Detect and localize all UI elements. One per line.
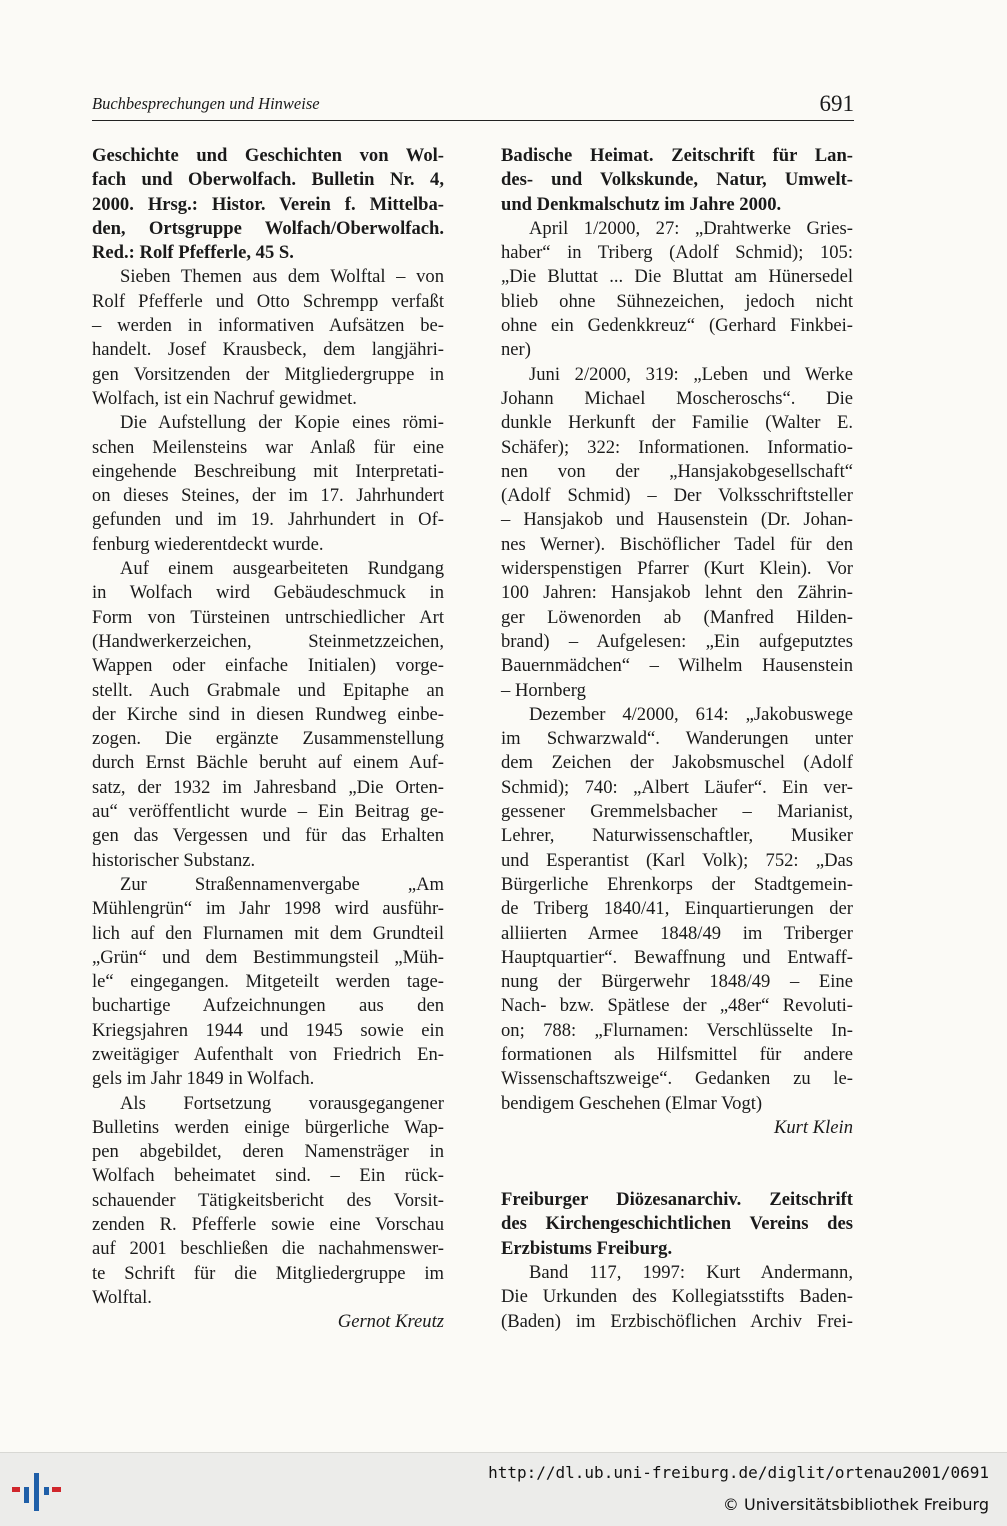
body-line: im Schwarzwald“. Wanderungen unter [501, 728, 853, 750]
body-line: dunkle Herkunft der Familie (Walter E. [501, 412, 853, 434]
body-line: Schäfer); 322: Informationen. Informatio- [501, 436, 853, 458]
body-line: Juni 2/2000, 319: „Leben und Werke [529, 363, 853, 385]
permalink-url[interactable]: http://dl.ub.uni-freiburg.de/diglit/ortenau2001/0691 [488, 1463, 989, 1482]
title-line: des Kirchengeschichtlichen Vereins des [501, 1213, 853, 1235]
body-line: historischer Substanz. [92, 849, 256, 871]
body-line: Die Aufstellung der Kopie eines römi- [120, 412, 444, 434]
body-line: nung der Bürgerwehr 1848/49 – Eine [501, 971, 853, 993]
body-line: – Hornberg [501, 679, 586, 701]
body-line: de Triberg 1840/41, Einquartierungen der [501, 898, 853, 920]
review-body-dioezesanarchiv [501, 1261, 853, 1334]
section-gap [501, 1140, 853, 1188]
library-footer [0, 1452, 1007, 1526]
ub-freiburg-logo-icon[interactable] [12, 1465, 62, 1515]
reviewer-signature: Kurt Klein [773, 1116, 853, 1138]
body-line: zenden R. Pfefferle sowie eine Vorschau [92, 1214, 444, 1236]
body-line: te Schrift für die Mitgliedergruppe im [92, 1262, 444, 1284]
body-line: durch Ernst Bächle beruht auf einem Auf- [92, 752, 444, 774]
title-line: Freiburger Diözesanarchiv. Zeitschrift [501, 1189, 853, 1211]
body-line: (Baden) im Erzbischöflichen Archiv Frei- [501, 1310, 853, 1332]
title-line: und Denkmalschutz im Jahre 2000. [501, 193, 782, 215]
review-title-wolfach [92, 144, 444, 265]
title-line: Red.: Rolf Pfefferle, 45 S. [92, 242, 294, 264]
body-line: Hauptquartier“. Bewaffnung und Entwaff- [501, 946, 853, 968]
copyright-notice: © Universitätsbibliothek Freiburg [722, 1495, 989, 1514]
body-line: Bürgerliche Ehrenkorps der Stadtgemein- [501, 873, 853, 895]
body-line: Auf einem ausgearbeiteten Rundgang [120, 558, 444, 580]
body-line: buchartige Aufzeichnungen aus den [92, 995, 444, 1017]
review-title-dioezesanarchiv [501, 1188, 853, 1261]
body-line: Wappen oder einfache Initialen) vorge- [92, 655, 444, 677]
body-line: gefunden und im 19. Jahrhundert in Of- [92, 509, 444, 531]
title-line: fach und Oberwolfach. Bulletin Nr. 4, [92, 169, 444, 191]
body-line: le“ eingegangen. Mitgeteilt werden tage- [92, 971, 444, 993]
review-body-badische-heimat [501, 217, 853, 1116]
body-line: Die Urkunden des Kollegiatsstifts Baden- [501, 1286, 853, 1308]
body-line: blieb ohne Sühnezeichen, jedoch nicht [501, 290, 853, 312]
body-line: alliierten Armee 1848/49 im Triberger [501, 922, 853, 944]
body-line: on dieses Steines, der im 17. Jahrhundert [92, 485, 444, 507]
body-line: Zur Straßennamenvergabe „Am [120, 873, 444, 895]
body-line: Johann Michael Moscheroschs“. Die [501, 387, 853, 409]
body-line: haber“ in Triberg (Adolf Schmid); 105: [501, 242, 853, 264]
body-line: Band 117, 1997: Kurt Andermann, [529, 1262, 853, 1284]
body-line: bendigem Geschehen (Elmar Vogt) [501, 1092, 763, 1114]
title-line: Badische Heimat. Zeitschrift für Lan- [501, 145, 853, 166]
body-line: (Adolf Schmid) – Der Volksschriftsteller [501, 485, 853, 507]
body-line: Kriegsjahren 1944 und 1945 sowie ein [92, 1019, 444, 1041]
body-line: nes Werner). Bischöflicher Tadel für den [501, 533, 853, 555]
body-line: Nach- bzw. Spätlese der „48er“ Revoluti- [501, 995, 853, 1017]
body-line: pen abgebildet, deren Namensträger in [92, 1141, 444, 1163]
body-line: nen von der „Hansjakobgesellschaft“ [501, 460, 853, 482]
body-line: formationen als Hilfsmittel für andere [501, 1043, 853, 1065]
body-line: in Wolfach wird Gebäudeschmuck in [92, 582, 444, 604]
body-line: – werden in informativen Aufsätzen be- [92, 315, 444, 337]
body-line: on; 788: „Flurnamen: Verschlüsselte In- [501, 1019, 853, 1041]
body-line: – Hansjakob und Hausenstein (Dr. Johan- [501, 509, 853, 531]
body-line: auf 2001 beschließen die nachahmenswer- [92, 1238, 444, 1260]
review-title-badische-heimat [501, 144, 853, 217]
body-line: Schmid); 740: „Albert Läufer“. Ein ver- [501, 776, 853, 798]
body-line: 100 Jahren: Hansjakob lehnt den Zährin- [501, 582, 853, 604]
body-line: (Handwerkerzeichen, Steinmetzzeichen, [92, 630, 444, 652]
body-line: Lehrer, Naturwissenschaftler, Musiker [501, 825, 853, 847]
body-line: „Grün“ und dem Bestimmungsteil „Müh- [92, 946, 444, 968]
body-line: gels im Jahr 1849 in Wolfach. [92, 1068, 315, 1090]
body-line: schauender Tätigkeitsbericht des Vorsit- [92, 1189, 444, 1211]
reviewer-signature: Gernot Kreutz [337, 1311, 444, 1333]
body-line: dem Zeichen der Jakobsmuschel (Adolf [501, 752, 853, 774]
body-line: und Esperantist (Karl Volk); 752: „Das [501, 849, 853, 871]
body-line: Mühlengrün“ im Jahr 1998 wird ausführ- [92, 898, 444, 920]
body-line: zogen. Die ergänzte Zusammenstellung [92, 728, 444, 750]
body-line: au“ veröffentlicht wurde – Ein Beitrag ge- [92, 801, 444, 823]
title-line: Geschichte und Geschichten von Wol- [92, 145, 444, 166]
title-line: den, Ortsgruppe Wolfach/Oberwolfach. [92, 217, 444, 239]
body-line: gen Vorsitzenden der Mitgliedergruppe in [92, 363, 444, 385]
body-line: gen das Vergessen und für das Erhalten [92, 825, 444, 847]
body-line: April 1/2000, 27: „Drahtwerke Gries- [529, 217, 853, 239]
left-column [92, 144, 444, 1335]
body-line: stellt. Auch Grabmale und Epitaphe an [92, 679, 444, 701]
body-line: fenburg wiederentdeckt wurde. [92, 533, 324, 555]
body-line: handelt. Josef Krausbeck, dem langjähri- [92, 339, 444, 361]
title-line: des- und Volkskunde, Natur, Umwelt- [501, 169, 853, 191]
title-line: 2000. Hrsg.: Histor. Verein f. Mittelba- [92, 193, 444, 215]
body-line: widerspenstigen Pfarrer (Kurt Klein). Vor [501, 558, 853, 580]
body-line: ohne ein Gedenkkreuz“ (Gerhard Finkbei- [501, 315, 853, 337]
page-number: 691 [819, 91, 854, 116]
body-line: Wolftal. [92, 1286, 152, 1308]
body-line: der Kirche sind in diesen Rundweg einbe- [92, 703, 444, 725]
body-line: ner) [501, 339, 531, 361]
body-line: Wolfach, ist ein Nachruf gewidmet. [92, 387, 357, 409]
body-line: Bulletins werden einige bürgerliche Wap- [92, 1116, 444, 1138]
body-line: Als Fortsetzung vorausgegangener [120, 1092, 444, 1114]
body-line: brand) – Aufgelesen: „Ein aufgeputztes [501, 630, 853, 652]
running-header [92, 88, 854, 121]
body-line: satz, der 1932 im Jahresband „Die Orten- [92, 776, 444, 798]
review-body-wolfach [92, 265, 444, 1310]
body-line: zweitägiger Aufenthalt von Friedrich En- [92, 1043, 444, 1065]
body-line: Bauernmädchen“ – Wilhelm Hausenstein [501, 655, 853, 677]
body-line: Form von Türsteinen untrschiedlicher Art [92, 606, 444, 628]
body-line: Wolfach beheimatet sind. – Ein rück- [92, 1165, 444, 1187]
title-line: Erzbistums Freiburg. [501, 1237, 673, 1259]
body-line: Sieben Themen aus dem Wolftal – von [120, 266, 444, 288]
body-line: Dezember 4/2000, 614: „Jakobuswege [529, 703, 853, 725]
body-line: eingehende Beschreibung mit Interpretati- [92, 460, 444, 482]
body-line: ger Löwenorden ab (Manfred Hilden- [501, 606, 853, 628]
body-line: schen Meilensteins war Anlaß für eine [92, 436, 444, 458]
body-line: Wissenschaftszweige“. Gedanken zu le- [501, 1068, 853, 1090]
running-title: Buchbesprechungen und Hinweise [92, 94, 320, 113]
body-line: lich auf den Flurnamen mit dem Grundteil [92, 922, 444, 944]
body-line: Rolf Pfefferle und Otto Schrempp verfaßt [92, 290, 444, 312]
body-line: „Die Bluttat ... Die Bluttat am Hünersedel [501, 266, 853, 288]
body-line: gessener Gremmelsbacher – Marianist, [501, 801, 853, 823]
right-column [501, 144, 853, 1334]
